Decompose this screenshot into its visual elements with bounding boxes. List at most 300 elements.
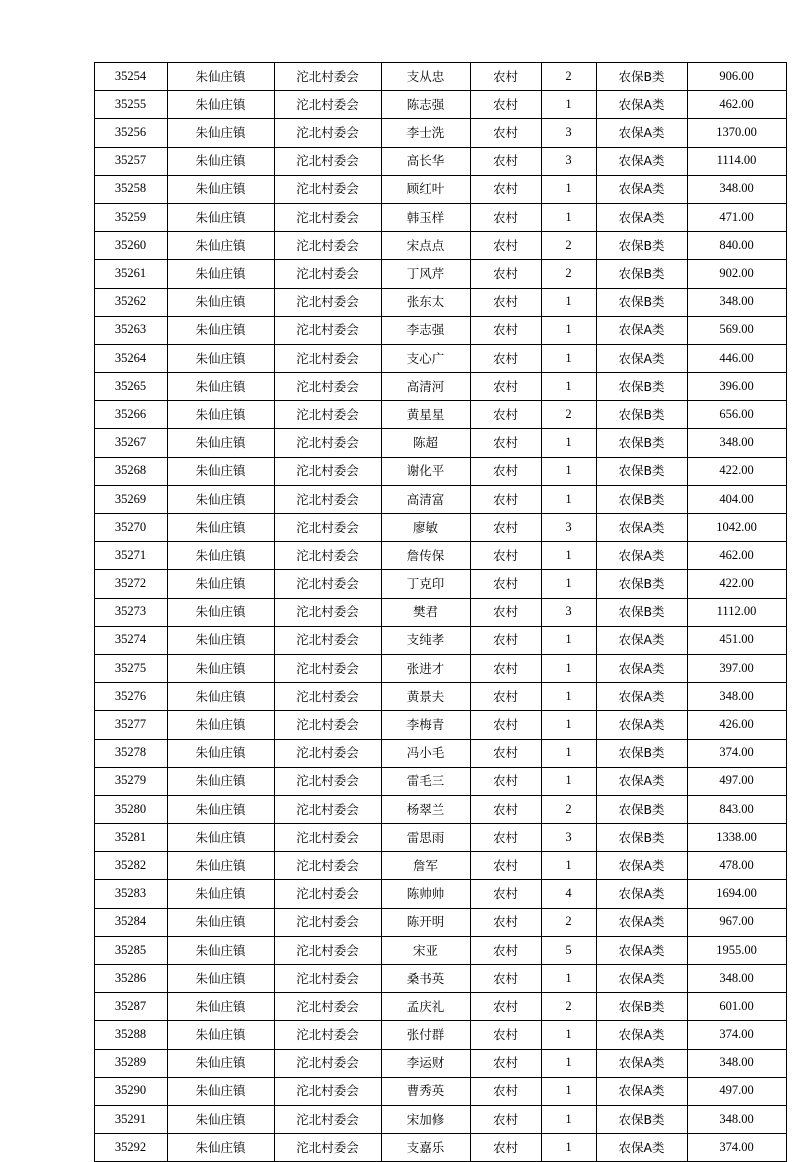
cell-household-type: 农村 — [470, 852, 541, 880]
table-row — [94, 91, 786, 119]
cell-category: 农保A类 — [596, 91, 687, 119]
cell-count: 1 — [541, 316, 596, 344]
cell-id: 35264 — [94, 344, 167, 372]
cell-town: 朱仙庄镇 — [167, 936, 274, 964]
cell-name: 孟庆礼 — [381, 993, 470, 1021]
table-row — [94, 1049, 786, 1077]
cell-id: 35256 — [94, 119, 167, 147]
cell-household-type: 农村 — [470, 232, 541, 260]
table-row — [94, 824, 786, 852]
table-row — [94, 316, 786, 344]
table-row — [94, 514, 786, 542]
cell-category: 农保B类 — [596, 260, 687, 288]
cell-household-type: 农村 — [470, 260, 541, 288]
cell-id: 35286 — [94, 965, 167, 993]
table-row — [94, 401, 786, 429]
cell-id: 35291 — [94, 1105, 167, 1133]
cell-village: 沱北村委会 — [274, 457, 381, 485]
cell-count: 4 — [541, 880, 596, 908]
cell-household-type: 农村 — [470, 373, 541, 401]
cell-village: 沱北村委会 — [274, 175, 381, 203]
cell-amount: 478.00 — [687, 852, 786, 880]
cell-household-type: 农村 — [470, 993, 541, 1021]
cell-village: 沱北村委会 — [274, 373, 381, 401]
cell-village: 沱北村委会 — [274, 485, 381, 513]
cell-amount: 348.00 — [687, 1105, 786, 1133]
cell-name: 陈帅帅 — [381, 880, 470, 908]
cell-amount: 902.00 — [687, 260, 786, 288]
table-row — [94, 767, 786, 795]
cell-town: 朱仙庄镇 — [167, 401, 274, 429]
cell-name: 雷毛三 — [381, 767, 470, 795]
cell-amount: 497.00 — [687, 1077, 786, 1105]
cell-village: 沱北村委会 — [274, 993, 381, 1021]
table-row — [94, 683, 786, 711]
cell-id: 35279 — [94, 767, 167, 795]
cell-village: 沱北村委会 — [274, 316, 381, 344]
cell-name: 谢化平 — [381, 457, 470, 485]
table-row — [94, 852, 786, 880]
cell-amount: 1112.00 — [687, 598, 786, 626]
cell-id: 35280 — [94, 795, 167, 823]
cell-count: 1 — [541, 203, 596, 231]
cell-category: 农保A类 — [596, 542, 687, 570]
cell-amount: 569.00 — [687, 316, 786, 344]
cell-id: 35262 — [94, 288, 167, 316]
cell-id: 35284 — [94, 908, 167, 936]
cell-town: 朱仙庄镇 — [167, 514, 274, 542]
cell-name: 陈超 — [381, 429, 470, 457]
cell-town: 朱仙庄镇 — [167, 175, 274, 203]
cell-household-type: 农村 — [470, 344, 541, 372]
cell-count: 1 — [541, 429, 596, 457]
cell-name: 李志强 — [381, 316, 470, 344]
cell-category: 农保B类 — [596, 485, 687, 513]
cell-town: 朱仙庄镇 — [167, 373, 274, 401]
cell-id: 35282 — [94, 852, 167, 880]
cell-amount: 397.00 — [687, 654, 786, 682]
cell-village: 沱北村委会 — [274, 344, 381, 372]
cell-category: 农保A类 — [596, 1021, 687, 1049]
cell-amount: 1370.00 — [687, 119, 786, 147]
cell-amount: 462.00 — [687, 542, 786, 570]
cell-count: 1 — [541, 1077, 596, 1105]
cell-id: 35281 — [94, 824, 167, 852]
table-row — [94, 288, 786, 316]
cell-amount: 422.00 — [687, 570, 786, 598]
cell-count: 2 — [541, 63, 596, 91]
table-row — [94, 908, 786, 936]
cell-household-type: 农村 — [470, 880, 541, 908]
cell-count: 1 — [541, 965, 596, 993]
cell-name: 高清河 — [381, 373, 470, 401]
cell-name: 丁克印 — [381, 570, 470, 598]
cell-category: 农保A类 — [596, 1049, 687, 1077]
cell-count: 1 — [541, 344, 596, 372]
cell-amount: 374.00 — [687, 739, 786, 767]
cell-amount: 1955.00 — [687, 936, 786, 964]
table-row — [94, 1021, 786, 1049]
cell-village: 沱北村委会 — [274, 542, 381, 570]
table-row — [94, 63, 786, 91]
cell-amount: 1338.00 — [687, 824, 786, 852]
cell-category: 农保B类 — [596, 429, 687, 457]
cell-id: 35265 — [94, 373, 167, 401]
cell-town: 朱仙庄镇 — [167, 119, 274, 147]
cell-count: 1 — [541, 683, 596, 711]
cell-household-type: 农村 — [470, 711, 541, 739]
cell-id: 35276 — [94, 683, 167, 711]
cell-count: 1 — [541, 739, 596, 767]
cell-name: 顾红叶 — [381, 175, 470, 203]
cell-count: 1 — [541, 542, 596, 570]
cell-name: 支心广 — [381, 344, 470, 372]
cell-count: 1 — [541, 373, 596, 401]
cell-category: 农保B类 — [596, 739, 687, 767]
cell-amount: 967.00 — [687, 908, 786, 936]
cell-household-type: 农村 — [470, 654, 541, 682]
cell-town: 朱仙庄镇 — [167, 288, 274, 316]
cell-amount: 348.00 — [687, 965, 786, 993]
cell-count: 1 — [541, 1021, 596, 1049]
cell-amount: 348.00 — [687, 429, 786, 457]
cell-household-type: 农村 — [470, 514, 541, 542]
cell-category: 农保A类 — [596, 119, 687, 147]
table-row — [94, 1105, 786, 1133]
table-row — [94, 203, 786, 231]
cell-count: 3 — [541, 514, 596, 542]
cell-name: 桑书英 — [381, 965, 470, 993]
cell-id: 35277 — [94, 711, 167, 739]
cell-name: 杨翠兰 — [381, 795, 470, 823]
cell-category: 农保A类 — [596, 936, 687, 964]
cell-household-type: 农村 — [470, 683, 541, 711]
cell-village: 沱北村委会 — [274, 401, 381, 429]
cell-id: 35272 — [94, 570, 167, 598]
table-row — [94, 485, 786, 513]
cell-id: 35288 — [94, 1021, 167, 1049]
cell-category: 农保B类 — [596, 795, 687, 823]
cell-village: 沱北村委会 — [274, 739, 381, 767]
cell-id: 35275 — [94, 654, 167, 682]
cell-household-type: 农村 — [470, 316, 541, 344]
cell-amount: 471.00 — [687, 203, 786, 231]
cell-amount: 348.00 — [687, 1049, 786, 1077]
cell-category: 农保B类 — [596, 401, 687, 429]
cell-category: 农保A类 — [596, 683, 687, 711]
cell-name: 张进才 — [381, 654, 470, 682]
cell-amount: 840.00 — [687, 232, 786, 260]
cell-category: 农保A类 — [596, 654, 687, 682]
cell-name: 张东太 — [381, 288, 470, 316]
cell-category: 农保B类 — [596, 824, 687, 852]
table-row — [94, 654, 786, 682]
cell-id: 35287 — [94, 993, 167, 1021]
cell-category: 农保A类 — [596, 316, 687, 344]
cell-household-type: 农村 — [470, 824, 541, 852]
cell-village: 沱北村委会 — [274, 824, 381, 852]
cell-count: 2 — [541, 993, 596, 1021]
table-row — [94, 626, 786, 654]
cell-household-type: 农村 — [470, 429, 541, 457]
cell-town: 朱仙庄镇 — [167, 232, 274, 260]
cell-town: 朱仙庄镇 — [167, 542, 274, 570]
cell-household-type: 农村 — [470, 63, 541, 91]
cell-count: 2 — [541, 401, 596, 429]
cell-household-type: 农村 — [470, 203, 541, 231]
cell-name: 宋加修 — [381, 1105, 470, 1133]
cell-count: 1 — [541, 711, 596, 739]
cell-village: 沱北村委会 — [274, 203, 381, 231]
cell-town: 朱仙庄镇 — [167, 908, 274, 936]
cell-amount: 422.00 — [687, 457, 786, 485]
cell-household-type: 农村 — [470, 147, 541, 175]
cell-category: 农保A类 — [596, 908, 687, 936]
cell-id: 35271 — [94, 542, 167, 570]
cell-count: 3 — [541, 147, 596, 175]
cell-amount: 843.00 — [687, 795, 786, 823]
cell-household-type: 农村 — [470, 119, 541, 147]
cell-count: 2 — [541, 232, 596, 260]
cell-category: 农保A类 — [596, 767, 687, 795]
cell-id: 35273 — [94, 598, 167, 626]
cell-category: 农保A类 — [596, 203, 687, 231]
table-row — [94, 147, 786, 175]
cell-town: 朱仙庄镇 — [167, 993, 274, 1021]
cell-count: 1 — [541, 654, 596, 682]
cell-name: 宋亚 — [381, 936, 470, 964]
cell-id: 35289 — [94, 1049, 167, 1077]
table-row — [94, 119, 786, 147]
cell-village: 沱北村委会 — [274, 965, 381, 993]
cell-category: 农保A类 — [596, 175, 687, 203]
cell-household-type: 农村 — [470, 965, 541, 993]
cell-village: 沱北村委会 — [274, 598, 381, 626]
cell-id: 35278 — [94, 739, 167, 767]
cell-count: 2 — [541, 795, 596, 823]
cell-count: 1 — [541, 570, 596, 598]
cell-category: 农保A类 — [596, 711, 687, 739]
cell-category: 农保A类 — [596, 880, 687, 908]
cell-id: 35258 — [94, 175, 167, 203]
cell-household-type: 农村 — [470, 91, 541, 119]
table-row — [94, 570, 786, 598]
cell-count: 3 — [541, 824, 596, 852]
cell-village: 沱北村委会 — [274, 1021, 381, 1049]
table-row — [94, 232, 786, 260]
cell-name: 高长华 — [381, 147, 470, 175]
cell-village: 沱北村委会 — [274, 654, 381, 682]
table-row — [94, 880, 786, 908]
cell-count: 3 — [541, 119, 596, 147]
cell-town: 朱仙庄镇 — [167, 1021, 274, 1049]
cell-town: 朱仙庄镇 — [167, 767, 274, 795]
cell-id: 35283 — [94, 880, 167, 908]
cell-town: 朱仙庄镇 — [167, 1134, 274, 1162]
cell-count: 1 — [541, 1105, 596, 1133]
cell-village: 沱北村委会 — [274, 936, 381, 964]
cell-household-type: 农村 — [470, 626, 541, 654]
cell-category: 农保A类 — [596, 965, 687, 993]
cell-town: 朱仙庄镇 — [167, 429, 274, 457]
cell-town: 朱仙庄镇 — [167, 654, 274, 682]
cell-id: 35261 — [94, 260, 167, 288]
cell-name: 李梅青 — [381, 711, 470, 739]
cell-category: 农保B类 — [596, 373, 687, 401]
cell-village: 沱北村委会 — [274, 1105, 381, 1133]
cell-category: 农保B类 — [596, 457, 687, 485]
cell-household-type: 农村 — [470, 936, 541, 964]
cell-count: 1 — [541, 1049, 596, 1077]
cell-name: 支纯孝 — [381, 626, 470, 654]
cell-town: 朱仙庄镇 — [167, 824, 274, 852]
cell-household-type: 农村 — [470, 175, 541, 203]
cell-town: 朱仙庄镇 — [167, 739, 274, 767]
cell-town: 朱仙庄镇 — [167, 626, 274, 654]
cell-name: 雷思雨 — [381, 824, 470, 852]
cell-amount: 497.00 — [687, 767, 786, 795]
cell-household-type: 农村 — [470, 1021, 541, 1049]
cell-category: 农保A类 — [596, 344, 687, 372]
cell-category: 农保A类 — [596, 147, 687, 175]
cell-town: 朱仙庄镇 — [167, 795, 274, 823]
cell-town: 朱仙庄镇 — [167, 344, 274, 372]
cell-name: 高清富 — [381, 485, 470, 513]
table-row — [94, 936, 786, 964]
cell-town: 朱仙庄镇 — [167, 203, 274, 231]
cell-name: 曹秀英 — [381, 1077, 470, 1105]
table-row — [94, 711, 786, 739]
cell-amount: 656.00 — [687, 401, 786, 429]
cell-count: 2 — [541, 260, 596, 288]
cell-name: 李运财 — [381, 1049, 470, 1077]
cell-count: 1 — [541, 767, 596, 795]
cell-id: 35254 — [94, 63, 167, 91]
cell-village: 沱北村委会 — [274, 795, 381, 823]
cell-village: 沱北村委会 — [274, 288, 381, 316]
cell-name: 黄星星 — [381, 401, 470, 429]
cell-household-type: 农村 — [470, 739, 541, 767]
cell-amount: 1114.00 — [687, 147, 786, 175]
table-row — [94, 373, 786, 401]
cell-count: 1 — [541, 457, 596, 485]
cell-village: 沱北村委会 — [274, 626, 381, 654]
cell-id: 35285 — [94, 936, 167, 964]
cell-village: 沱北村委会 — [274, 1077, 381, 1105]
cell-category: 农保A类 — [596, 852, 687, 880]
cell-category: 农保B类 — [596, 232, 687, 260]
cell-id: 35290 — [94, 1077, 167, 1105]
cell-household-type: 农村 — [470, 598, 541, 626]
cell-amount: 404.00 — [687, 485, 786, 513]
cell-town: 朱仙庄镇 — [167, 1049, 274, 1077]
table-row — [94, 175, 786, 203]
cell-household-type: 农村 — [470, 288, 541, 316]
cell-town: 朱仙庄镇 — [167, 570, 274, 598]
cell-category: 农保A类 — [596, 626, 687, 654]
cell-village: 沱北村委会 — [274, 63, 381, 91]
cell-town: 朱仙庄镇 — [167, 598, 274, 626]
cell-id: 35259 — [94, 203, 167, 231]
cell-id: 35266 — [94, 401, 167, 429]
cell-id: 35268 — [94, 457, 167, 485]
cell-count: 3 — [541, 598, 596, 626]
cell-village: 沱北村委会 — [274, 767, 381, 795]
cell-village: 沱北村委会 — [274, 147, 381, 175]
cell-name: 樊君 — [381, 598, 470, 626]
cell-town: 朱仙庄镇 — [167, 711, 274, 739]
cell-amount: 374.00 — [687, 1134, 786, 1162]
cell-id: 35267 — [94, 429, 167, 457]
table-row — [94, 739, 786, 767]
cell-count: 2 — [541, 908, 596, 936]
cell-town: 朱仙庄镇 — [167, 91, 274, 119]
cell-village: 沱北村委会 — [274, 429, 381, 457]
cell-name: 宋点点 — [381, 232, 470, 260]
cell-amount: 451.00 — [687, 626, 786, 654]
cell-village: 沱北村委会 — [274, 91, 381, 119]
cell-count: 1 — [541, 175, 596, 203]
cell-category: 农保B类 — [596, 63, 687, 91]
cell-count: 1 — [541, 852, 596, 880]
cell-town: 朱仙庄镇 — [167, 457, 274, 485]
cell-town: 朱仙庄镇 — [167, 316, 274, 344]
cell-name: 支从忠 — [381, 63, 470, 91]
cell-household-type: 农村 — [470, 767, 541, 795]
cell-village: 沱北村委会 — [274, 570, 381, 598]
cell-amount: 426.00 — [687, 711, 786, 739]
cell-town: 朱仙庄镇 — [167, 260, 274, 288]
cell-count: 5 — [541, 936, 596, 964]
cell-count: 1 — [541, 626, 596, 654]
cell-count: 1 — [541, 288, 596, 316]
cell-household-type: 农村 — [470, 1049, 541, 1077]
cell-village: 沱北村委会 — [274, 908, 381, 936]
cell-town: 朱仙庄镇 — [167, 63, 274, 91]
cell-town: 朱仙庄镇 — [167, 1077, 274, 1105]
cell-name: 韩玉样 — [381, 203, 470, 231]
cell-name: 丁风芹 — [381, 260, 470, 288]
cell-category: 农保B类 — [596, 598, 687, 626]
cell-amount: 446.00 — [687, 344, 786, 372]
table-body — [94, 63, 786, 1162]
cell-name: 陈志强 — [381, 91, 470, 119]
cell-amount: 348.00 — [687, 175, 786, 203]
cell-amount: 601.00 — [687, 993, 786, 1021]
cell-name: 廖敏 — [381, 514, 470, 542]
cell-household-type: 农村 — [470, 485, 541, 513]
cell-village: 沱北村委会 — [274, 1049, 381, 1077]
cell-name: 詹军 — [381, 852, 470, 880]
cell-household-type: 农村 — [470, 457, 541, 485]
cell-household-type: 农村 — [470, 570, 541, 598]
cell-village: 沱北村委会 — [274, 1134, 381, 1162]
cell-id: 35255 — [94, 91, 167, 119]
cell-town: 朱仙庄镇 — [167, 147, 274, 175]
cell-id: 35270 — [94, 514, 167, 542]
cell-household-type: 农村 — [470, 908, 541, 936]
cell-amount: 374.00 — [687, 1021, 786, 1049]
table-row — [94, 993, 786, 1021]
cell-town: 朱仙庄镇 — [167, 852, 274, 880]
cell-category: 农保B类 — [596, 1105, 687, 1133]
beneficiary-table — [94, 62, 787, 1162]
cell-village: 沱北村委会 — [274, 683, 381, 711]
cell-category: 农保B类 — [596, 993, 687, 1021]
cell-count: 1 — [541, 1134, 596, 1162]
cell-category: 农保B类 — [596, 288, 687, 316]
cell-category: 农保A类 — [596, 1077, 687, 1105]
